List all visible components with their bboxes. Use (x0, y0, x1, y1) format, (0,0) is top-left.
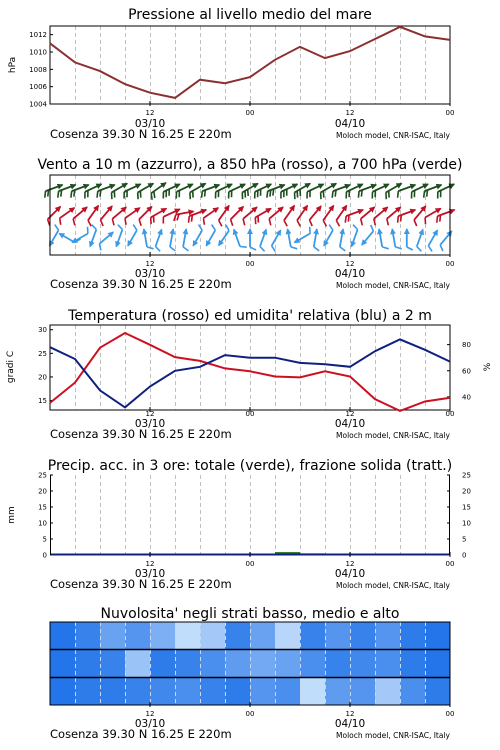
cloud-cell (125, 677, 151, 705)
temp-date-label: 04/10 (334, 418, 366, 430)
precip-right-y-tick-label: 25 (462, 471, 471, 480)
precip-right-y-tick-label: 20 (462, 487, 471, 496)
wind-barb-850hpa-feather (284, 220, 287, 226)
wind-barb-700hpa-feather (332, 191, 333, 198)
cloud-cell (325, 622, 351, 650)
precip-x-tick-label: 12 (145, 560, 155, 568)
temp-ylabel-left: gradi C (6, 350, 16, 384)
wind-barb-10m (99, 232, 113, 250)
cloud-location-label: Cosenza 39.30 N 16.25 E 220m (50, 727, 232, 741)
wind-barb-850hpa (323, 206, 333, 227)
wind-barb-10m-shaft (206, 230, 215, 246)
wind-barb-850hpa-feather (88, 220, 91, 226)
precip-credit-label: Moloch model, CNR-ISAC, Italy (336, 581, 450, 590)
cloud-cell (150, 622, 176, 650)
wind-x-tick-label: 12 (145, 260, 155, 268)
temp-location-label: Cosenza 39.30 N 16.25 E 220m (50, 427, 232, 441)
wind-barb-850hpa-feather (219, 220, 222, 226)
cloud-title: Nuvolosita' negli strati basso, medio e alto (100, 606, 400, 622)
wind-barb-10m-feather (417, 247, 422, 252)
wind-barb-850hpa-feather (60, 218, 61, 225)
wind-barb-10m-shaft (392, 229, 395, 247)
wind-barb-700hpa-feather (248, 189, 249, 196)
cloud-cell (275, 677, 301, 705)
precip-right-y-tick-label: 10 (462, 519, 471, 528)
precip-location-label: Cosenza 39.30 N 16.25 E 220m (50, 577, 232, 591)
wind-barb-850hpa-shaft (139, 207, 152, 220)
pressure-location-label: Cosenza 39.30 N 16.25 E 220m (50, 127, 232, 141)
wind-barb-850hpa-feather (125, 218, 126, 225)
wind-barb-850hpa-shaft (310, 206, 322, 220)
cloud-cell (350, 677, 376, 705)
wind-barb-850hpa (336, 206, 346, 227)
wind-barb-10m (72, 227, 88, 243)
wind-barb-10m (116, 225, 122, 247)
wind-barb-850hpa-shaft (88, 206, 98, 221)
wind-barb-10m (352, 225, 358, 247)
pressure-y-ticks (29, 31, 53, 108)
cloud-cell (200, 650, 226, 678)
wind-barb-10m (295, 227, 311, 243)
cloud-cell (225, 677, 251, 705)
wind-barb-700hpa-feather (97, 191, 98, 198)
wind-barb-10m-shaft (234, 230, 240, 247)
wind-barb-10m-shaft (59, 234, 75, 243)
precip-date-label: 03/10 (134, 568, 166, 580)
wind-barb-10m (183, 229, 188, 251)
cloud-x-tick-label: 00 (245, 710, 255, 718)
wind-barb-10m (272, 230, 281, 251)
wind-barb-850hpa-shaft (125, 208, 140, 218)
temp-title: Temperatura (rosso) ed umidita' relativa (blu) a 2 m (68, 308, 432, 324)
wind-barb-700hpa-feather (335, 190, 336, 197)
cloud-cell (225, 622, 251, 650)
cloud-cell (125, 650, 151, 678)
pressure-y-tick-label: 1008 (29, 65, 47, 74)
wind-barb-10m-feather (440, 245, 443, 251)
wind-barb-10m-feather (118, 225, 123, 230)
pressure-gridlines (76, 26, 426, 104)
cloud-cell (250, 677, 276, 705)
cloud-cell (250, 622, 276, 650)
wind-barb-10m-feather (240, 247, 247, 248)
wind-barb-850hpa-feather (310, 220, 313, 226)
wind-barb-850hpa-feather (269, 219, 271, 226)
cloud-cell (175, 650, 201, 678)
pressure-title: Pressione al livello medio del mare (128, 7, 372, 23)
wind-barb-850hpa (437, 210, 455, 223)
wind-barb-10m-feather (428, 246, 432, 252)
cloud-cell (50, 622, 76, 650)
wind-barb-10m (90, 225, 96, 247)
wind-barb-850hpa-feather (348, 215, 349, 222)
wind-barb-850hpa-feather (401, 215, 402, 222)
pressure-x-tick-label: 00 (445, 109, 455, 117)
humidity-y-tick-label: 40 (462, 393, 471, 402)
wind-barb-10m-shaft (72, 234, 88, 243)
wind-barb-10m (362, 225, 374, 245)
wind-barb-850hpa (297, 206, 307, 227)
wind-barb-850hpa-shaft (284, 206, 294, 221)
wind-barb-10m-shaft (340, 229, 343, 247)
pressure-x-tick-label: 00 (245, 109, 255, 117)
wind-barb-700hpa-feather (58, 191, 59, 198)
wind-barb-700hpa-feather (154, 191, 155, 198)
wind-barb-850hpa-feather (387, 219, 389, 226)
wind-barb-850hpa-feather (73, 219, 75, 226)
cloud-cell (100, 622, 126, 650)
wind-barb-10m (206, 225, 215, 246)
wind-barb-10m-feather (260, 247, 265, 252)
wind-barb-10m-shaft (99, 232, 113, 244)
cloud-cell (400, 622, 426, 650)
temp-y-tick-label: 20 (38, 373, 47, 382)
pressure-y-tick-label: 1010 (29, 48, 47, 57)
wind-barb-700hpa-feather (71, 191, 72, 198)
wind-barb-850hpa-feather (203, 218, 204, 225)
wind-barb-700hpa-feather (45, 191, 46, 198)
wind-barb-10m-shaft (417, 230, 423, 247)
precip-y-ticks (38, 472, 471, 560)
wind-barb-850hpa (284, 206, 294, 227)
wind-barb-10m-feather (314, 247, 319, 251)
cloud-cell (350, 650, 376, 678)
cloud-cell (150, 677, 176, 705)
wind-barb-700hpa-feather (74, 190, 75, 197)
precip-y-tick-label: 10 (38, 519, 47, 528)
wind-barb-10m-feather (99, 244, 101, 251)
wind-barb-10m (128, 225, 137, 246)
cloud-x-tick-label: 12 (145, 710, 155, 718)
cloud-cell (400, 677, 426, 705)
wind-barb-10m-feather (340, 247, 345, 251)
wind-barb-850hpa-feather (345, 216, 346, 223)
wind-barbs (45, 183, 455, 252)
wind-barb-700hpa-feather (100, 190, 101, 197)
wind-barb-10m-feather (272, 246, 276, 252)
cloud-cell (200, 622, 226, 650)
wind-barb-10m-shaft (379, 229, 382, 247)
precip-x-tick-label: 12 (345, 560, 355, 568)
cloud-cell (275, 650, 301, 678)
wind-credit-label: Moloch model, CNR-ISAC, Italy (336, 281, 450, 290)
cloud-cell (175, 677, 201, 705)
pressure-y-tick-label: 1006 (29, 83, 47, 92)
wind-barb-10m-shaft (260, 230, 266, 247)
humidity-y-tick-label: 60 (462, 367, 471, 376)
wind-barb-10m (50, 225, 59, 246)
wind-barb-10m (193, 225, 202, 246)
wind-barb-850hpa-shaft (269, 207, 283, 219)
wind-barb-850hpa-shaft (219, 206, 229, 221)
wind-barb-850hpa-feather (297, 220, 300, 226)
wind-barb-700hpa-feather (267, 191, 268, 198)
wind-barb-10m-shaft (314, 229, 317, 247)
wind-barb-850hpa (88, 206, 98, 227)
wind-barb-10m-shaft (352, 230, 358, 247)
cloud-x-tick-label: 00 (445, 710, 455, 718)
temp-x-tick-label: 00 (245, 410, 255, 418)
wind-barb-10m-feather (226, 225, 229, 231)
precip-right-y-tick-label: 0 (462, 551, 467, 560)
cloud-cell (275, 622, 301, 650)
wind-barb-10m-shaft (50, 230, 59, 246)
wind-barb-850hpa-shaft (414, 206, 426, 220)
wind-barb-850hpa-shaft (101, 206, 113, 220)
wind-barb-10m-feather (353, 225, 358, 230)
temp-y-tick-label: 25 (38, 349, 47, 358)
precip-y-tick-label: 5 (42, 535, 47, 544)
temp-y-tick-label: 15 (38, 397, 47, 406)
wind-location-label: Cosenza 39.30 N 16.25 E 220m (50, 277, 232, 291)
pressure-y-tick-label: 1012 (29, 31, 47, 40)
wind-barb-850hpa-feather (189, 216, 190, 223)
wind-barb-850hpa-shaft (112, 207, 126, 219)
wind-barb-700hpa-feather (398, 191, 399, 198)
wind-barb-850hpa-feather (112, 219, 114, 226)
cloud-cell (175, 622, 201, 650)
cloud-cell (350, 622, 376, 650)
wind-barb-700hpa-feather (273, 189, 274, 196)
wind-barb-700hpa-feather (427, 190, 428, 197)
cloud-cell (300, 677, 326, 705)
wind-barb-10m (379, 229, 389, 249)
wind-barb-850hpa-feather (398, 216, 399, 223)
wind-barb-10m-feather (371, 225, 374, 231)
temp-x-tick-label: 12 (345, 410, 355, 418)
wind-barb-850hpa-feather (414, 220, 417, 226)
wind-barb-850hpa (255, 209, 271, 225)
wind-title: Vento a 10 m (azzurro), a 850 hPa (rosso), a 700 hPa (verde) (37, 157, 463, 173)
cloud-cell (375, 677, 401, 705)
wind-barb-10m-shaft (219, 231, 229, 246)
wind-barb-850hpa-shaft (60, 208, 75, 218)
wind-barb-850hpa-feather (48, 219, 50, 225)
precip-y-tick-label: 20 (38, 487, 47, 496)
wind-barb-850hpa (310, 206, 322, 226)
wind-barb-700hpa (438, 184, 455, 198)
cloud-cell (75, 677, 101, 705)
wind-barb-850hpa (269, 207, 283, 225)
cloud-date-label: 03/10 (134, 718, 166, 730)
wind-barb-10m (59, 234, 80, 243)
cloud-cell (75, 650, 101, 678)
wind-barb-10m-feather (291, 247, 297, 249)
precip-date-label: 04/10 (334, 568, 366, 580)
precip-x-tick-label: 00 (445, 560, 455, 568)
wind-barb-700hpa-feather (358, 191, 359, 198)
wind-barb-10m-feather (55, 225, 59, 231)
wind-barb-10m-shaft (272, 230, 281, 246)
cloud-cell (375, 650, 401, 678)
wind-barb-700hpa-feather (61, 190, 62, 197)
wind-barb-850hpa-feather (243, 219, 245, 226)
wind-barb-850hpa (112, 207, 126, 225)
precip-gridlines (76, 475, 426, 555)
cloud-cell (225, 650, 251, 678)
cloud-cell (100, 677, 126, 705)
wind-barb-850hpa-feather (440, 215, 441, 222)
wind-barb-850hpa-shaft (231, 207, 244, 220)
cloud-cell (325, 677, 351, 705)
precip-right-y-tick-label: 15 (462, 503, 471, 512)
wind-barb-10m-shaft (156, 230, 162, 247)
wind-barb-10m (250, 229, 256, 250)
wind-barb-10m (260, 230, 266, 252)
wind-barb-10m-shaft (362, 231, 374, 245)
wind-barb-10m (170, 229, 175, 251)
wind-barb-850hpa (345, 210, 363, 223)
precip-ylabel: mm (7, 506, 17, 524)
cloud-cell (50, 677, 76, 705)
wind-barb-10m-shaft (288, 229, 291, 247)
precip-right-y-tick-label: 5 (462, 535, 467, 544)
pressure-date-label: 04/10 (334, 118, 366, 130)
temp-credit-label: Moloch model, CNR-ISAC, Italy (336, 431, 450, 440)
cloud-cell (425, 677, 451, 705)
wind-barb-850hpa-feather (336, 220, 339, 226)
wind-barb-850hpa (163, 209, 180, 223)
cloud-cell (250, 650, 276, 678)
cloud-cell (325, 650, 351, 678)
wind-x-tick-label: 12 (345, 260, 355, 268)
wind-barb-10m-feather (133, 225, 137, 231)
wind-barb-10m-shaft (90, 230, 96, 247)
wind-date-label: 04/10 (334, 268, 366, 280)
wind-barb-10m-shaft (183, 229, 186, 247)
wind-barb-10m (288, 229, 298, 249)
cloud-cell (300, 622, 326, 650)
wind-barb-10m-shaft (295, 234, 311, 243)
wind-barb-850hpa (414, 206, 426, 226)
wind-barb-850hpa (101, 206, 113, 226)
wind-barb-850hpa (73, 207, 87, 225)
wind-barb-700hpa-feather (151, 193, 152, 200)
precip-y-tick-label: 15 (38, 503, 47, 512)
wind-x-tick-label: 00 (245, 260, 255, 268)
wind-barb-850hpa (231, 207, 244, 226)
cloud-cell (425, 622, 451, 650)
wind-barb-10m (156, 230, 162, 252)
wind-barb-850hpa-shaft (323, 206, 333, 221)
wind-barb-10m-feather (92, 225, 97, 230)
wind-barb-10m (234, 230, 247, 248)
temp-ylabel-right: % (483, 362, 493, 372)
wind-barb-850hpa (374, 207, 388, 225)
temp-date-label: 03/10 (134, 418, 166, 430)
temp-x-tick-label: 12 (145, 410, 155, 418)
wind-barb-850hpa-feather (323, 220, 326, 226)
humidity-y-tick-label: 80 (462, 341, 471, 350)
wind-barb-700hpa-feather (202, 191, 203, 198)
wind-barb-10m-feather (212, 225, 216, 231)
wind-barb-10m (417, 230, 423, 252)
wind-barb-10m (314, 229, 319, 251)
wind-barb-850hpa-shaft (297, 206, 307, 221)
wind-barb-10m (407, 229, 413, 250)
cloud-cell (100, 650, 126, 678)
cloud-cell (125, 622, 151, 650)
precip-y-tick-label: 0 (42, 551, 47, 560)
temp-y-tick-label: 30 (38, 326, 47, 335)
wind-barb-850hpa (60, 208, 75, 225)
cloud-cell (300, 650, 326, 678)
wind-barb-850hpa-shaft (163, 209, 179, 217)
wind-barb-10m-shaft (144, 229, 147, 247)
wind-x-tick-label: 00 (445, 260, 455, 268)
cloud-cell (50, 650, 76, 678)
cloud-cell (75, 622, 101, 650)
wind-barb-10m-shaft (170, 229, 173, 247)
pressure-credit-label: Moloch model, CNR-ISAC, Italy (336, 131, 450, 140)
wind-barb-10m-feather (329, 225, 333, 231)
wind-barb-10m-feather (170, 247, 175, 251)
pressure-x-tick-label: 12 (145, 109, 155, 117)
wind-barb-850hpa (139, 207, 152, 226)
cloud-cell (400, 650, 426, 678)
wind-barb-850hpa-feather (139, 219, 141, 225)
wind-barb-850hpa-feather (192, 215, 193, 222)
cloud-cell (200, 677, 226, 705)
cloud-credit-label: Moloch model, CNR-ISAC, Italy (336, 731, 450, 740)
wind-barb-10m-shaft (128, 230, 137, 246)
wind-barb-700hpa-feather (48, 190, 49, 197)
cloud-cell (150, 650, 176, 678)
wind-barb-850hpa-feather (437, 216, 438, 223)
wind-barb-850hpa (219, 206, 229, 227)
wind-date-label: 03/10 (134, 268, 166, 280)
wind-barb-700hpa-feather (270, 190, 271, 197)
wind-barb-10m-feather (147, 247, 154, 249)
wind-barb-10m (219, 225, 229, 246)
pressure-date-label: 03/10 (134, 118, 166, 130)
wind-barb-850hpa-feather (231, 219, 233, 225)
wind-barb-850hpa-shaft (361, 207, 375, 219)
wind-barb-10m-feather (183, 247, 188, 251)
wind-barb-850hpa-feather (361, 219, 363, 226)
pressure-ylabel: hPa (8, 56, 18, 74)
cloud-cell (425, 650, 451, 678)
wind-barb-10m-shaft (428, 230, 437, 246)
cloud-x-tick-label: 12 (345, 710, 355, 718)
precip-x-tick-label: 00 (245, 560, 255, 568)
pressure-y-tick-label: 1004 (29, 100, 47, 109)
wind-barb-10m-feather (407, 247, 413, 250)
cloud-date-label: 04/10 (334, 718, 366, 730)
wind-barb-10m-shaft (116, 230, 122, 247)
wind-barb-10m (428, 230, 437, 251)
temp-x-tick-label: 00 (445, 410, 455, 418)
wind-barb-10m (340, 229, 345, 251)
wind-barb-850hpa (125, 208, 140, 225)
wind-barb-10m-feather (156, 247, 161, 252)
precip-y-tick-label: 25 (38, 471, 47, 480)
wind-barb-10m (144, 229, 154, 249)
wind-barb-700hpa-feather (424, 191, 425, 198)
wind-barb-10m-feather (382, 247, 389, 249)
precip-title: Precip. acc. in 3 ore: totale (verde), frazione solida (tratt.) (47, 458, 453, 474)
pressure-x-tick-label: 12 (345, 109, 355, 117)
wind-barb-700hpa-feather (361, 190, 362, 197)
wind-barb-700hpa-feather (205, 190, 206, 197)
cloud-cell (375, 622, 401, 650)
